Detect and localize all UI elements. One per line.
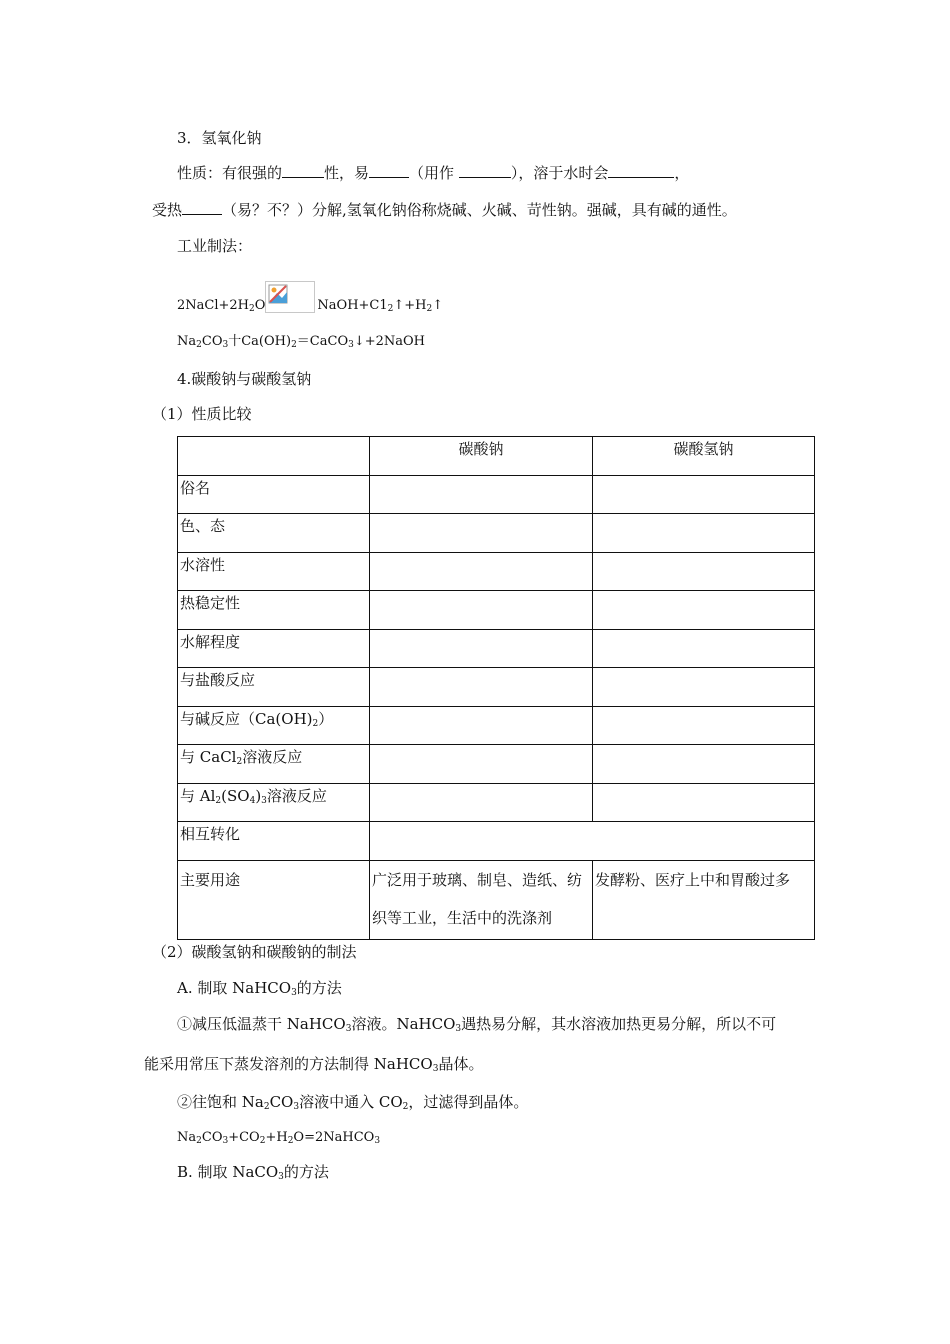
label-part: 溶液反应 bbox=[266, 786, 327, 805]
label-sub: 4 bbox=[249, 795, 256, 806]
eq-sub: 2 bbox=[387, 304, 394, 314]
row-label: 水解程度 bbox=[178, 629, 370, 668]
table-cell[interactable] bbox=[593, 668, 815, 707]
table-header-cell bbox=[178, 437, 370, 476]
table-row bbox=[178, 514, 815, 553]
text: CO bbox=[269, 1093, 294, 1111]
text-sub: 3 bbox=[291, 988, 297, 998]
row-label: 俗名 bbox=[178, 475, 370, 514]
label-part: (SO bbox=[221, 786, 250, 805]
industry-title: 工业制法： bbox=[177, 237, 253, 255]
eq-part: +CO bbox=[228, 1130, 260, 1145]
method-1-line bbox=[177, 1014, 776, 1034]
text: A. 制取 NaHCO bbox=[177, 979, 292, 997]
table-row bbox=[178, 552, 815, 591]
row-label bbox=[178, 706, 370, 745]
section-3-title: 3．氢氧化钠 bbox=[177, 129, 262, 147]
label-sub: 2 bbox=[236, 757, 243, 767]
eq-sub: 2 bbox=[287, 1136, 294, 1146]
subsection-2-title: （2）碳酸氢钠和碳酸钠的制法 bbox=[152, 943, 357, 961]
table-cell[interactable] bbox=[593, 783, 815, 822]
table-cell[interactable] bbox=[370, 475, 593, 514]
use-nahco3-cell: 发酵粉、医疗上中和胃酸过多 bbox=[593, 860, 815, 939]
table-row bbox=[178, 475, 815, 514]
text: 受热 bbox=[152, 201, 183, 219]
text: （用作 bbox=[409, 164, 459, 182]
eq-sub: 2 bbox=[196, 1136, 202, 1146]
table-cell[interactable] bbox=[593, 552, 815, 591]
label-part: 与碱反应（Ca(OH) bbox=[180, 709, 313, 728]
eq-part: Na bbox=[177, 1130, 197, 1145]
table-row bbox=[178, 591, 815, 630]
method-a-title bbox=[177, 978, 342, 998]
text: ，过滤得到晶体。 bbox=[408, 1093, 529, 1111]
table-row bbox=[178, 860, 815, 939]
comparison-table bbox=[177, 436, 815, 940]
table-cell[interactable] bbox=[370, 668, 593, 707]
text: 的方法 bbox=[283, 1163, 329, 1181]
row-label: 色、态 bbox=[178, 514, 370, 553]
blank-3[interactable] bbox=[459, 163, 511, 178]
method-b-title bbox=[177, 1162, 329, 1182]
table-header-row bbox=[178, 437, 815, 476]
table-row bbox=[178, 629, 815, 668]
row-label: 主要用途 bbox=[178, 860, 370, 939]
table-cell[interactable] bbox=[370, 591, 593, 630]
label-sub: 2 bbox=[215, 795, 222, 806]
naoh-properties-line bbox=[177, 163, 689, 183]
row-label: 相互转化 bbox=[178, 822, 370, 861]
row-label bbox=[178, 745, 370, 784]
table-header-cell: 碳酸氢钠 bbox=[593, 437, 815, 476]
eq-part: Na bbox=[177, 334, 197, 349]
text-sub: 3 bbox=[432, 1064, 439, 1074]
method-1-line-2 bbox=[144, 1054, 483, 1074]
table-cell[interactable] bbox=[593, 706, 815, 745]
row-label bbox=[178, 783, 370, 822]
eq-sub: 2 bbox=[291, 340, 297, 350]
table-cell[interactable] bbox=[370, 706, 593, 745]
text: 溶液。NaHCO bbox=[351, 1015, 456, 1033]
table-cell[interactable] bbox=[370, 629, 593, 668]
eq-sub: 3 bbox=[222, 1136, 229, 1146]
row-label: 水溶性 bbox=[178, 552, 370, 591]
table-cell[interactable] bbox=[370, 552, 593, 591]
table-cell[interactable] bbox=[593, 591, 815, 630]
row-label: 热稳定性 bbox=[178, 591, 370, 630]
eq-sub: 2 bbox=[249, 304, 255, 314]
table-cell[interactable] bbox=[593, 629, 815, 668]
text-sub: 2 bbox=[402, 1102, 409, 1112]
row-label: 与盐酸反应 bbox=[178, 668, 370, 707]
text: 的方法 bbox=[296, 979, 342, 997]
text: ），溶于水时会 bbox=[510, 164, 609, 182]
eq-part: O=2NaHCO bbox=[293, 1130, 375, 1145]
eq-part: ↑+H bbox=[393, 298, 427, 313]
table-row bbox=[178, 706, 815, 745]
subsection-1-title: （1）性质比较 bbox=[152, 405, 252, 423]
label-part: ) bbox=[255, 786, 262, 805]
eq-part: 2NaCl+2H bbox=[177, 298, 250, 313]
eq-part: ↓+2NaOH bbox=[353, 334, 426, 349]
text-sub: 3 bbox=[278, 1172, 284, 1182]
text: 溶液中通入 CO bbox=[299, 1093, 403, 1111]
table-cell[interactable] bbox=[593, 475, 815, 514]
eq-sub: 2 bbox=[426, 304, 433, 314]
table-row bbox=[178, 745, 815, 784]
eq-part: NaOH+C1 bbox=[317, 298, 388, 313]
eq-sub: 3 bbox=[222, 340, 229, 350]
text-sub: 3 bbox=[293, 1102, 300, 1112]
table-header-cell: 碳酸钠 bbox=[370, 437, 593, 476]
eq-sub: 2 bbox=[259, 1136, 266, 1146]
eq-part: 十Ca(OH) bbox=[228, 334, 292, 349]
eq-part: ↑ bbox=[432, 298, 444, 313]
method-2-line bbox=[177, 1092, 528, 1112]
table-row bbox=[178, 668, 815, 707]
equation-bicarbonate bbox=[177, 1128, 380, 1148]
table-cell[interactable] bbox=[370, 783, 593, 822]
label-part: 溶液反应 bbox=[242, 748, 303, 766]
text: 性质：有很强的 bbox=[177, 164, 283, 182]
eq-part: +H bbox=[265, 1130, 288, 1145]
section-4-title: 4.碳酸钠与碳酸氢钠 bbox=[177, 370, 312, 388]
eq-sub: 2 bbox=[196, 340, 202, 350]
use-na2co3-cell: 广泛用于玻璃、制皂、造纸、纺织等工业，生活中的洗涤剂 bbox=[370, 860, 593, 939]
naoh-heat-line bbox=[152, 200, 737, 220]
label-sub: 3 bbox=[261, 795, 267, 806]
text-sub: 3 bbox=[345, 1024, 352, 1034]
label-part: ） bbox=[318, 709, 334, 728]
text: B. 制取 NaCO bbox=[177, 1163, 279, 1181]
blank-1[interactable] bbox=[282, 163, 324, 178]
eq-part: ＝CaCO bbox=[296, 334, 349, 349]
table-cell[interactable] bbox=[593, 745, 815, 784]
eq-part: CO bbox=[201, 334, 223, 349]
blank-5[interactable] bbox=[182, 200, 222, 215]
text: 能采用常压下蒸发溶剂的方法制得 NaHCO bbox=[144, 1055, 433, 1073]
text: 晶体。 bbox=[438, 1055, 484, 1073]
equation-electrolysis bbox=[177, 281, 443, 316]
blank-2[interactable] bbox=[369, 163, 409, 178]
table-cell[interactable] bbox=[593, 514, 815, 553]
eq-sub: 3 bbox=[374, 1136, 381, 1146]
text: 性，易 bbox=[324, 164, 370, 182]
table-row bbox=[178, 822, 815, 861]
text: ①减压低温蒸干 NaHCO bbox=[177, 1015, 346, 1033]
label-part: 与 CaCl bbox=[180, 748, 237, 766]
table-cell[interactable] bbox=[370, 745, 593, 784]
text-sub: 2 bbox=[263, 1102, 270, 1112]
eq-part: O bbox=[254, 298, 266, 313]
table-cell-merged[interactable] bbox=[370, 822, 815, 861]
text: ②往饱和 Na bbox=[177, 1093, 264, 1111]
label-part: 与 Al bbox=[180, 786, 216, 805]
blank-4[interactable] bbox=[608, 163, 674, 178]
table-cell[interactable] bbox=[370, 514, 593, 553]
table-row bbox=[178, 783, 815, 822]
text-sub: 3 bbox=[455, 1024, 462, 1034]
label-sub: 2 bbox=[312, 718, 319, 729]
eq-part: CO bbox=[201, 1130, 223, 1145]
broken-image-icon bbox=[265, 281, 315, 313]
equation-causticizing bbox=[177, 332, 425, 352]
text: （易？不？）分解,氢氧化钠俗称烧碱、火碱、苛性钠。强碱，具有碱的通性。 bbox=[222, 201, 737, 219]
eq-sub: 3 bbox=[348, 340, 354, 350]
text: 遇热易分解，其水溶液加热更易分解，所以不可 bbox=[461, 1015, 777, 1033]
text: ， bbox=[674, 164, 690, 182]
